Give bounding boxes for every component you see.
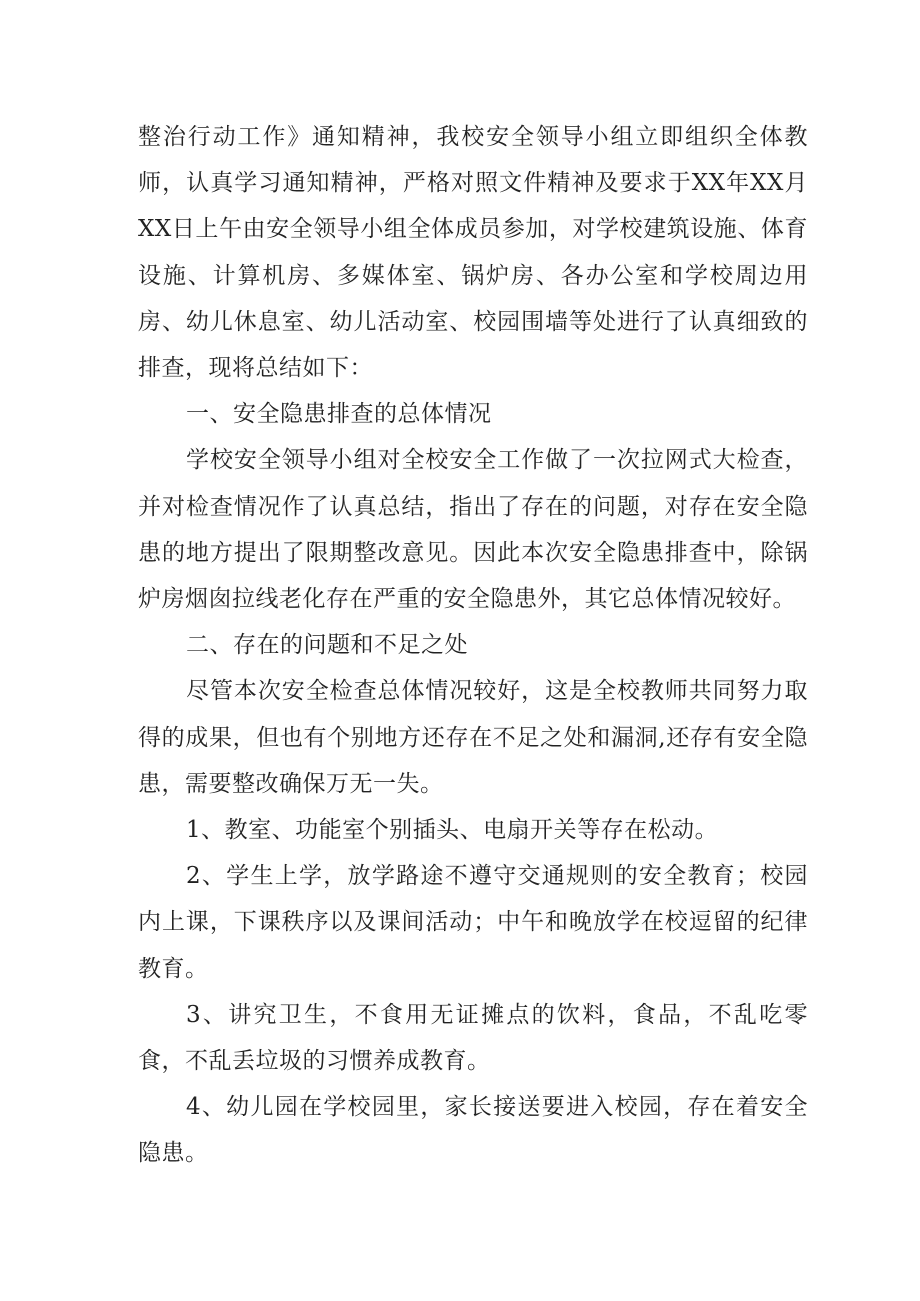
list-item-2: 2、学生上学，放学路途不遵守交通规则的安全教育；校园内上课，下课秩序以及课间活动；中午和晚放学在校逗留的纪律教育。: [138, 863, 808, 982]
problems-paragraph: 尽管本次安全检查总体情况较好，这是全校教师共同努力取得的成果，但也有个别地方还存在不足之处和漏洞,还存有安全隐患，需要整改确保万无一失。: [138, 678, 808, 797]
list-item-4: 4、幼儿园在学校园里，家长接送要进入校园，存在着安全隐患。: [138, 1094, 808, 1167]
document-body: [138, 114, 808, 1177]
intro-paragraph: 整治行动工作》通知精神，我校安全领导小组立即组织全体教师，认真学习通知精神，严格对照文件精神及要求于XX年XX月XX日上午由安全领导小组全体成员参加，对学校建筑设施、体育设施、计算机房、多媒体室、锅炉房、各办公室和学校周边用房、幼儿休息室、幼儿活动室、校园围墙等处进行了认真细致的排查，现将总结如下：: [138, 124, 808, 382]
section-heading-problems: 二、存在的问题和不足之处: [186, 632, 468, 659]
section-heading-overall: 一、安全隐患排查的总体情况: [186, 401, 492, 428]
list-item-1: 1、教室、功能室个别插头、电扇开关等存在松动。: [186, 817, 719, 844]
list-item-3: 3、讲究卫生，不食用无证摊点的饮料，食品，不乱吃零食，不乱丢垃圾的习惯养成教育。: [138, 1001, 808, 1075]
overall-paragraph: 学校安全领导小组对全校安全工作做了一次拉网式大检查，并对检查情况作了认真总结，指出了存在的问题，对存在安全隐患的地方提出了限期整改意见。因此本次安全隐患排查中，除锅炉房烟囱拉线老化存在严重的安全隐患外，其它总体情况较好。: [138, 447, 808, 613]
